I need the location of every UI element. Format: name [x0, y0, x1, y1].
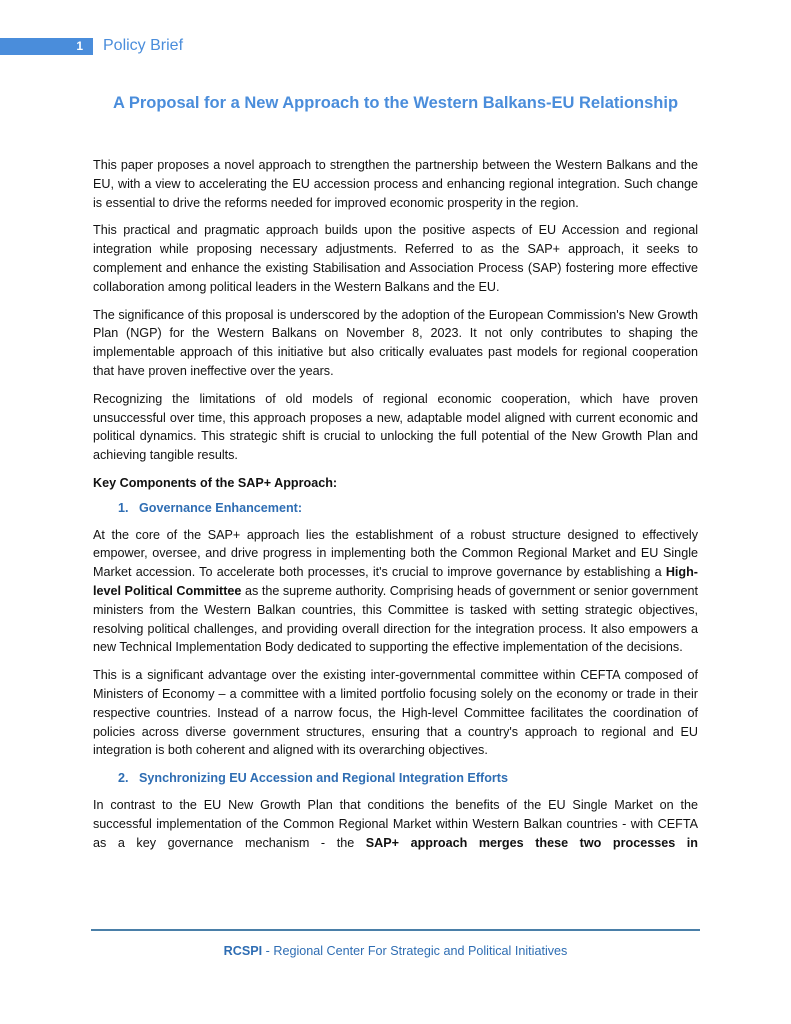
section-label: Policy Brief	[103, 37, 184, 54]
footer	[0, 944, 791, 958]
document-body	[93, 156, 698, 861]
section-title: Synchronizing EU Accession and Regional Integration Efforts	[139, 771, 508, 786]
footer-separator: -	[262, 944, 274, 958]
paragraph-limitations: Recognizing the limitations of old models of regional economic cooperation, which have proven unsuccessful over time, this approach proposes a new, adaptable model aligned with current economic and political dynamics. This strategic shift is crucial to unlocking the full potential of the New Growth Plan and achieving tangible results.	[93, 391, 698, 463]
section-heading-synchronizing	[93, 769, 698, 788]
text-run: In contrast to the EU New Growth Plan that conditions the benefits of the EU Single Market on the successful implementation of the Common Regional Market within Western Balkan countries - with CEFTA as a key governance mechanism - the	[93, 797, 698, 850]
page-number-bar	[0, 38, 93, 55]
key-components-heading: Key Components of the SAP+ Approach:	[93, 475, 338, 490]
section-heading-governance	[93, 499, 698, 518]
section-number: 1.	[118, 500, 129, 515]
paragraph-governance	[93, 526, 698, 658]
footer-org-abbr: RCSPI	[223, 944, 263, 958]
page-number: 1	[76, 39, 83, 53]
paragraph-intro: This paper proposes a novel approach to strengthen the partnership between the Western Balkans and the EU, with a view to accelerating the EU accession process and enhancing regional integration. Such change is essential to drive the reforms needed for improved economic prosperity in the region.	[93, 158, 698, 210]
paragraph-significance: The significance of this proposal is underscored by the adoption of the European Commission's New Growth Plan (NGP) for the Western Balkans on November 8, 2023. It not only contributes to shaping the implementable approach of this initiative but also critically evaluates past models for regional cooperation that have proven ineffective over the years.	[93, 307, 698, 378]
paragraph-approach: This practical and pragmatic approach builds upon the positive aspects of EU Accession and regional integration while proposing necessary adjustments. Referred to as the SAP+ approach, it seeks to complement and enhance the existing Stabilisation and Association Process (SAP) fostering more effective collaboration among political leaders in the Western Balkans and the EU.	[93, 223, 698, 294]
paragraph-advantage: This is a significant advantage over the existing inter-governmental committee within CEFTA composed of Ministers of Economy – a committee with a limited portfolio focusing solely on the economy or trade in their respective countries. Instead of a narrow focus, the High-level Committee facilitates the coordination of policies across diverse government structures, ensuring that a country's approach to regional and EU integration is both coherent and aligned with its overarching objectives.	[93, 668, 698, 758]
paragraph-contrast	[93, 796, 698, 852]
footer-org-name: Regional Center For Strategic and Political Initiatives	[273, 944, 568, 958]
section-title: Governance Enhancement:	[139, 500, 303, 515]
footer-divider	[91, 929, 700, 931]
bold-text-run: SAP+ approach merges these two processes in	[365, 835, 698, 850]
bold-text-run: High-level Political Committee	[93, 565, 698, 598]
section-number: 2.	[118, 771, 129, 786]
text-run: At the core of the SAP+ approach lies the establishment of a robust structure designed to effectively empower, oversee, and drive progress in implementing both the Common Regional Market and EU Single Market accession. To accelerate both processes, it's crucial to improve governance by establishing a	[93, 527, 698, 580]
text-run: as the supreme authority. Comprising heads of government or senior government ministers from the Western Balkan countries, this Committee is tasked with setting strategic objectives, resolving political challenges, and providing overall direction for the integration process. It also empowers a new Technical Implementation Body dedicated to supporting the effective implementation of the decisions.	[93, 583, 698, 655]
document-title: A Proposal for a New Approach to the Western Balkans-EU Relationship	[112, 94, 679, 112]
